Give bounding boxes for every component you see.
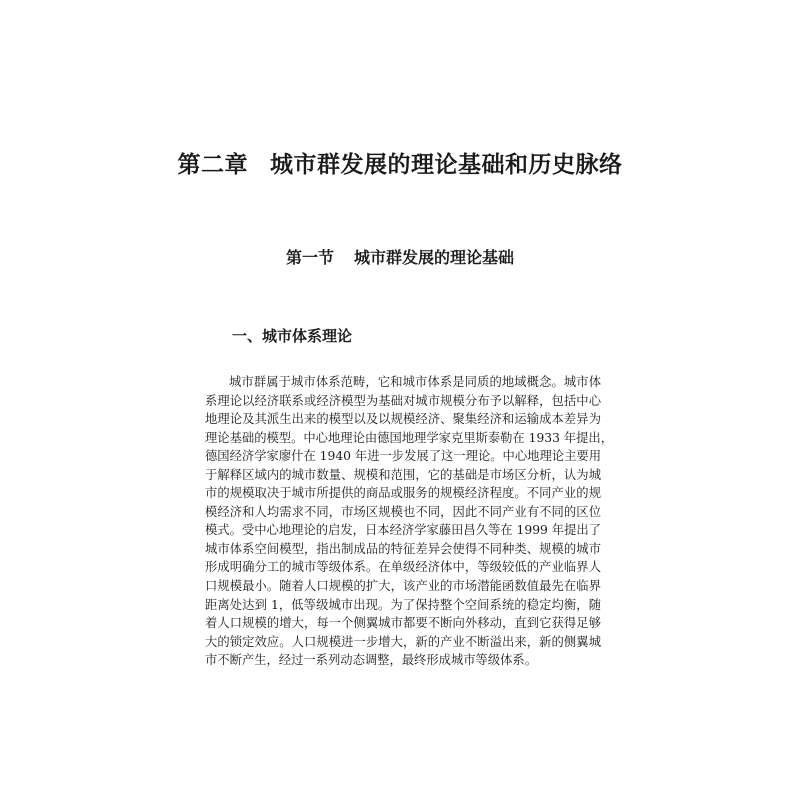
paragraph-line: 系理论以经济联系或经济模型为基础对城市规模分布予以解释，包括中心 [205, 393, 601, 408]
paragraph-line: 德国经济学家廖什在 1940 年进一步发展了这一理论。中心地理论主要用 [205, 449, 601, 464]
paragraph-line: 城市体系空间模型，指出制成品的特征差异会使得不同种类、规模的城市 [205, 541, 601, 556]
paragraph-line: 理论基础的模型。中心地理论由德国地理学家克里斯泰勒在 1933 年提出， [205, 430, 614, 445]
paragraph-line: 口规模最小。随着人口规模的扩大，该产业的市场潜能函数值最先在临界 [205, 579, 601, 594]
paragraph-line: 地理论及其派生出来的模型以及以规模经济、聚集经济和运输成本差异为 [205, 412, 601, 427]
chapter-number: 第二章 [177, 151, 248, 178]
section-number: 第一节 [285, 248, 334, 267]
body-paragraph [205, 373, 614, 670]
paragraph-line: 距离处达到 1，低等级城市出现。为了保持整个空间系统的稳定均衡，随 [205, 597, 601, 612]
paragraph-line: 模式。受中心地理论的启发，日本经济学家藤田昌久等在 1999 年提出了 [205, 523, 601, 538]
section-name: 城市群发展的理论基础 [354, 248, 515, 267]
paragraph-line: 形成明确分工的城市等级体系。在单级经济体中，等级较低的产业临界人 [205, 560, 601, 575]
paragraph-line: 于解释区域内的城市数量、规模和范围，它的基础是市场区分析，认为城 [205, 467, 601, 482]
paragraph-line: 模经济和人均需求不同，市场区规模也不同，因此不同产业有不同的区位 [205, 504, 601, 519]
paragraph-line: 大的锁定效应。人口规模进一步增大，新的产业不断溢出来，新的侧翼城 [205, 634, 601, 649]
paragraph-line: 市的规模取决于城市所提供的商品或服务的规模经济程度。不同产业的规 [205, 486, 601, 501]
subsection-title: 一、城市体系理论 [232, 327, 353, 345]
paragraph-line: 城市群属于城市体系范畴，它和城市体系是同质的地域概念。城市体 [229, 375, 601, 389]
paragraph-line: 着人口规模的增大，每一个侧翼城市都要不断向外移动，直到它获得足够 [205, 616, 601, 631]
paragraph-line: 市不断产生，经过一系列动态调整，最终形成城市等级体系。 [205, 653, 538, 668]
section-title [0, 245, 800, 268]
chapter-title [0, 146, 800, 179]
chapter-name: 城市群发展的理论基础和历史脉络 [270, 151, 623, 178]
